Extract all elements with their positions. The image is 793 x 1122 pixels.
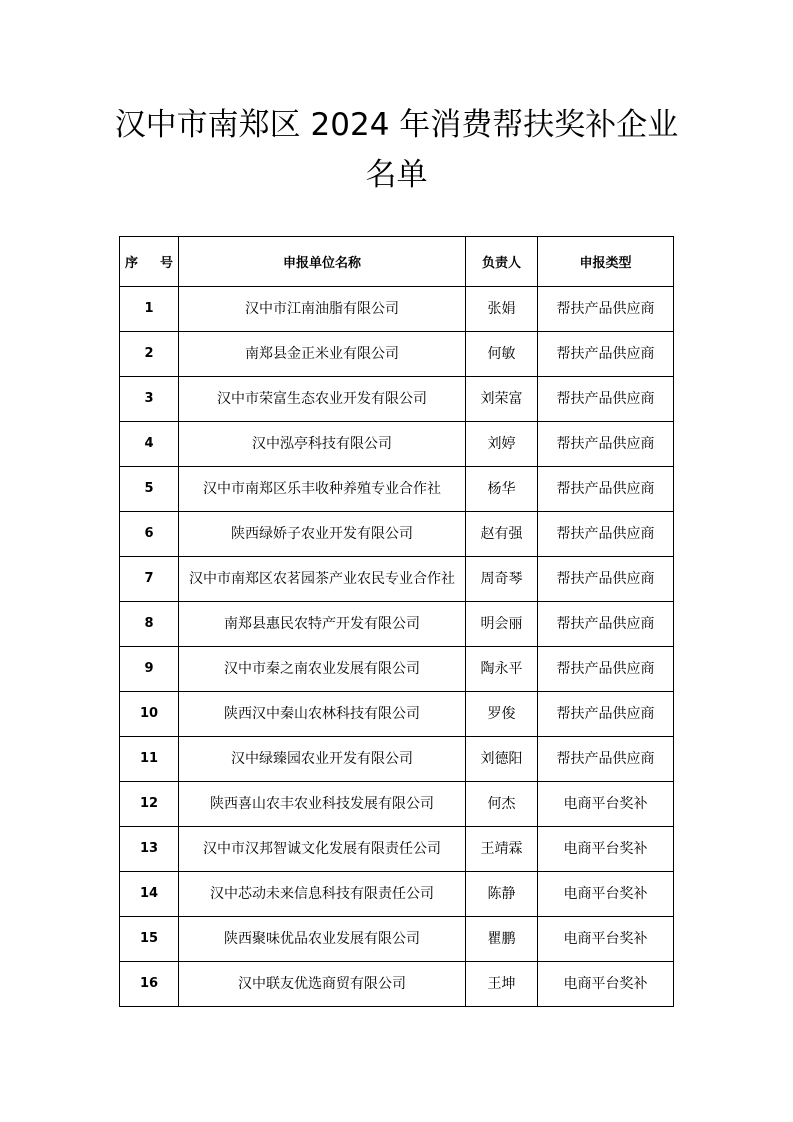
row-index: 10 <box>120 692 179 737</box>
row-person: 瞿鹏 <box>466 917 538 962</box>
row-index: 14 <box>120 872 179 917</box>
row-type: 电商平台奖补 <box>538 872 674 917</box>
table-row <box>120 422 674 467</box>
table-header-row <box>120 237 674 287</box>
table-row <box>120 377 674 422</box>
row-type: 帮扶产品供应商 <box>538 647 674 692</box>
row-type: 帮扶产品供应商 <box>538 422 674 467</box>
row-index: 12 <box>120 782 179 827</box>
row-person: 张娟 <box>466 287 538 332</box>
row-index: 8 <box>120 602 179 647</box>
row-company-name: 陕西绿娇子农业开发有限公司 <box>179 512 466 557</box>
row-person: 刘荣富 <box>466 377 538 422</box>
row-type: 帮扶产品供应商 <box>538 287 674 332</box>
table-row <box>120 467 674 512</box>
row-index: 11 <box>120 737 179 782</box>
row-index: 16 <box>120 962 179 1007</box>
table-row <box>120 827 674 872</box>
table-row <box>120 287 674 332</box>
header-company-name: 申报单位名称 <box>179 237 466 287</box>
row-company-name: 陕西喜山农丰农业科技发展有限公司 <box>179 782 466 827</box>
table-row <box>120 692 674 737</box>
table-row <box>120 332 674 377</box>
row-person: 何杰 <box>466 782 538 827</box>
row-index: 9 <box>120 647 179 692</box>
table-row <box>120 872 674 917</box>
row-person: 王靖霖 <box>466 827 538 872</box>
row-type: 电商平台奖补 <box>538 827 674 872</box>
row-person: 何敏 <box>466 332 538 377</box>
row-type: 帮扶产品供应商 <box>538 602 674 647</box>
table-row <box>120 647 674 692</box>
row-index: 1 <box>120 287 179 332</box>
row-type: 电商平台奖补 <box>538 962 674 1007</box>
row-index: 2 <box>120 332 179 377</box>
table-row <box>120 512 674 557</box>
row-type: 电商平台奖补 <box>538 917 674 962</box>
table-row <box>120 782 674 827</box>
header-index <box>120 237 179 287</box>
row-company-name: 汉中芯动未来信息科技有限责任公司 <box>179 872 466 917</box>
header-index-part: 号 <box>160 256 174 271</box>
row-company-name: 汉中绿臻园农业开发有限公司 <box>179 737 466 782</box>
row-type: 帮扶产品供应商 <box>538 737 674 782</box>
row-company-name: 汉中市南郑区乐丰收种养殖专业合作社 <box>179 467 466 512</box>
row-index: 7 <box>120 557 179 602</box>
row-type: 帮扶产品供应商 <box>538 557 674 602</box>
row-company-name: 汉中联友优选商贸有限公司 <box>179 962 466 1007</box>
table-row <box>120 557 674 602</box>
row-index: 3 <box>120 377 179 422</box>
header-index-part: 序 <box>124 256 138 271</box>
document-title: 汉中市南郑区 2024 年消费帮扶奖补企业名单 <box>114 107 679 193</box>
row-company-name: 汉中市江南油脂有限公司 <box>179 287 466 332</box>
row-index: 4 <box>120 422 179 467</box>
row-company-name: 陕西汉中秦山农林科技有限公司 <box>179 692 466 737</box>
row-company-name: 汉中市南郑区农茗园茶产业农民专业合作社 <box>179 557 466 602</box>
table-row <box>120 962 674 1007</box>
row-person: 刘德阳 <box>466 737 538 782</box>
company-list-table <box>119 236 674 1007</box>
row-person: 周奇琴 <box>466 557 538 602</box>
row-index: 13 <box>120 827 179 872</box>
row-index: 5 <box>120 467 179 512</box>
row-person: 明会丽 <box>466 602 538 647</box>
row-type: 电商平台奖补 <box>538 782 674 827</box>
row-company-name: 陕西聚味优品农业发展有限公司 <box>179 917 466 962</box>
row-type: 帮扶产品供应商 <box>538 692 674 737</box>
table-row <box>120 917 674 962</box>
row-type: 帮扶产品供应商 <box>538 377 674 422</box>
row-type: 帮扶产品供应商 <box>538 332 674 377</box>
row-company-name: 南郑县惠民农特产开发有限公司 <box>179 602 466 647</box>
row-person: 陶永平 <box>466 647 538 692</box>
row-person: 罗俊 <box>466 692 538 737</box>
row-person: 赵有强 <box>466 512 538 557</box>
row-person: 杨华 <box>466 467 538 512</box>
row-index: 15 <box>120 917 179 962</box>
row-company-name: 汉中市荣富生态农业开发有限公司 <box>179 377 466 422</box>
header-person: 负责人 <box>466 237 538 287</box>
row-index: 6 <box>120 512 179 557</box>
row-company-name: 汉中市秦之南农业发展有限公司 <box>179 647 466 692</box>
row-company-name: 汉中泓亭科技有限公司 <box>179 422 466 467</box>
row-type: 帮扶产品供应商 <box>538 512 674 557</box>
row-person: 陈静 <box>466 872 538 917</box>
row-person: 刘婷 <box>466 422 538 467</box>
table-row <box>120 602 674 647</box>
row-company-name: 南郑县金正米业有限公司 <box>179 332 466 377</box>
row-company-name: 汉中市汉邦智诚文化发展有限责任公司 <box>179 827 466 872</box>
row-type: 帮扶产品供应商 <box>538 467 674 512</box>
row-person: 王坤 <box>466 962 538 1007</box>
header-type: 申报类型 <box>538 237 674 287</box>
table-row <box>120 737 674 782</box>
